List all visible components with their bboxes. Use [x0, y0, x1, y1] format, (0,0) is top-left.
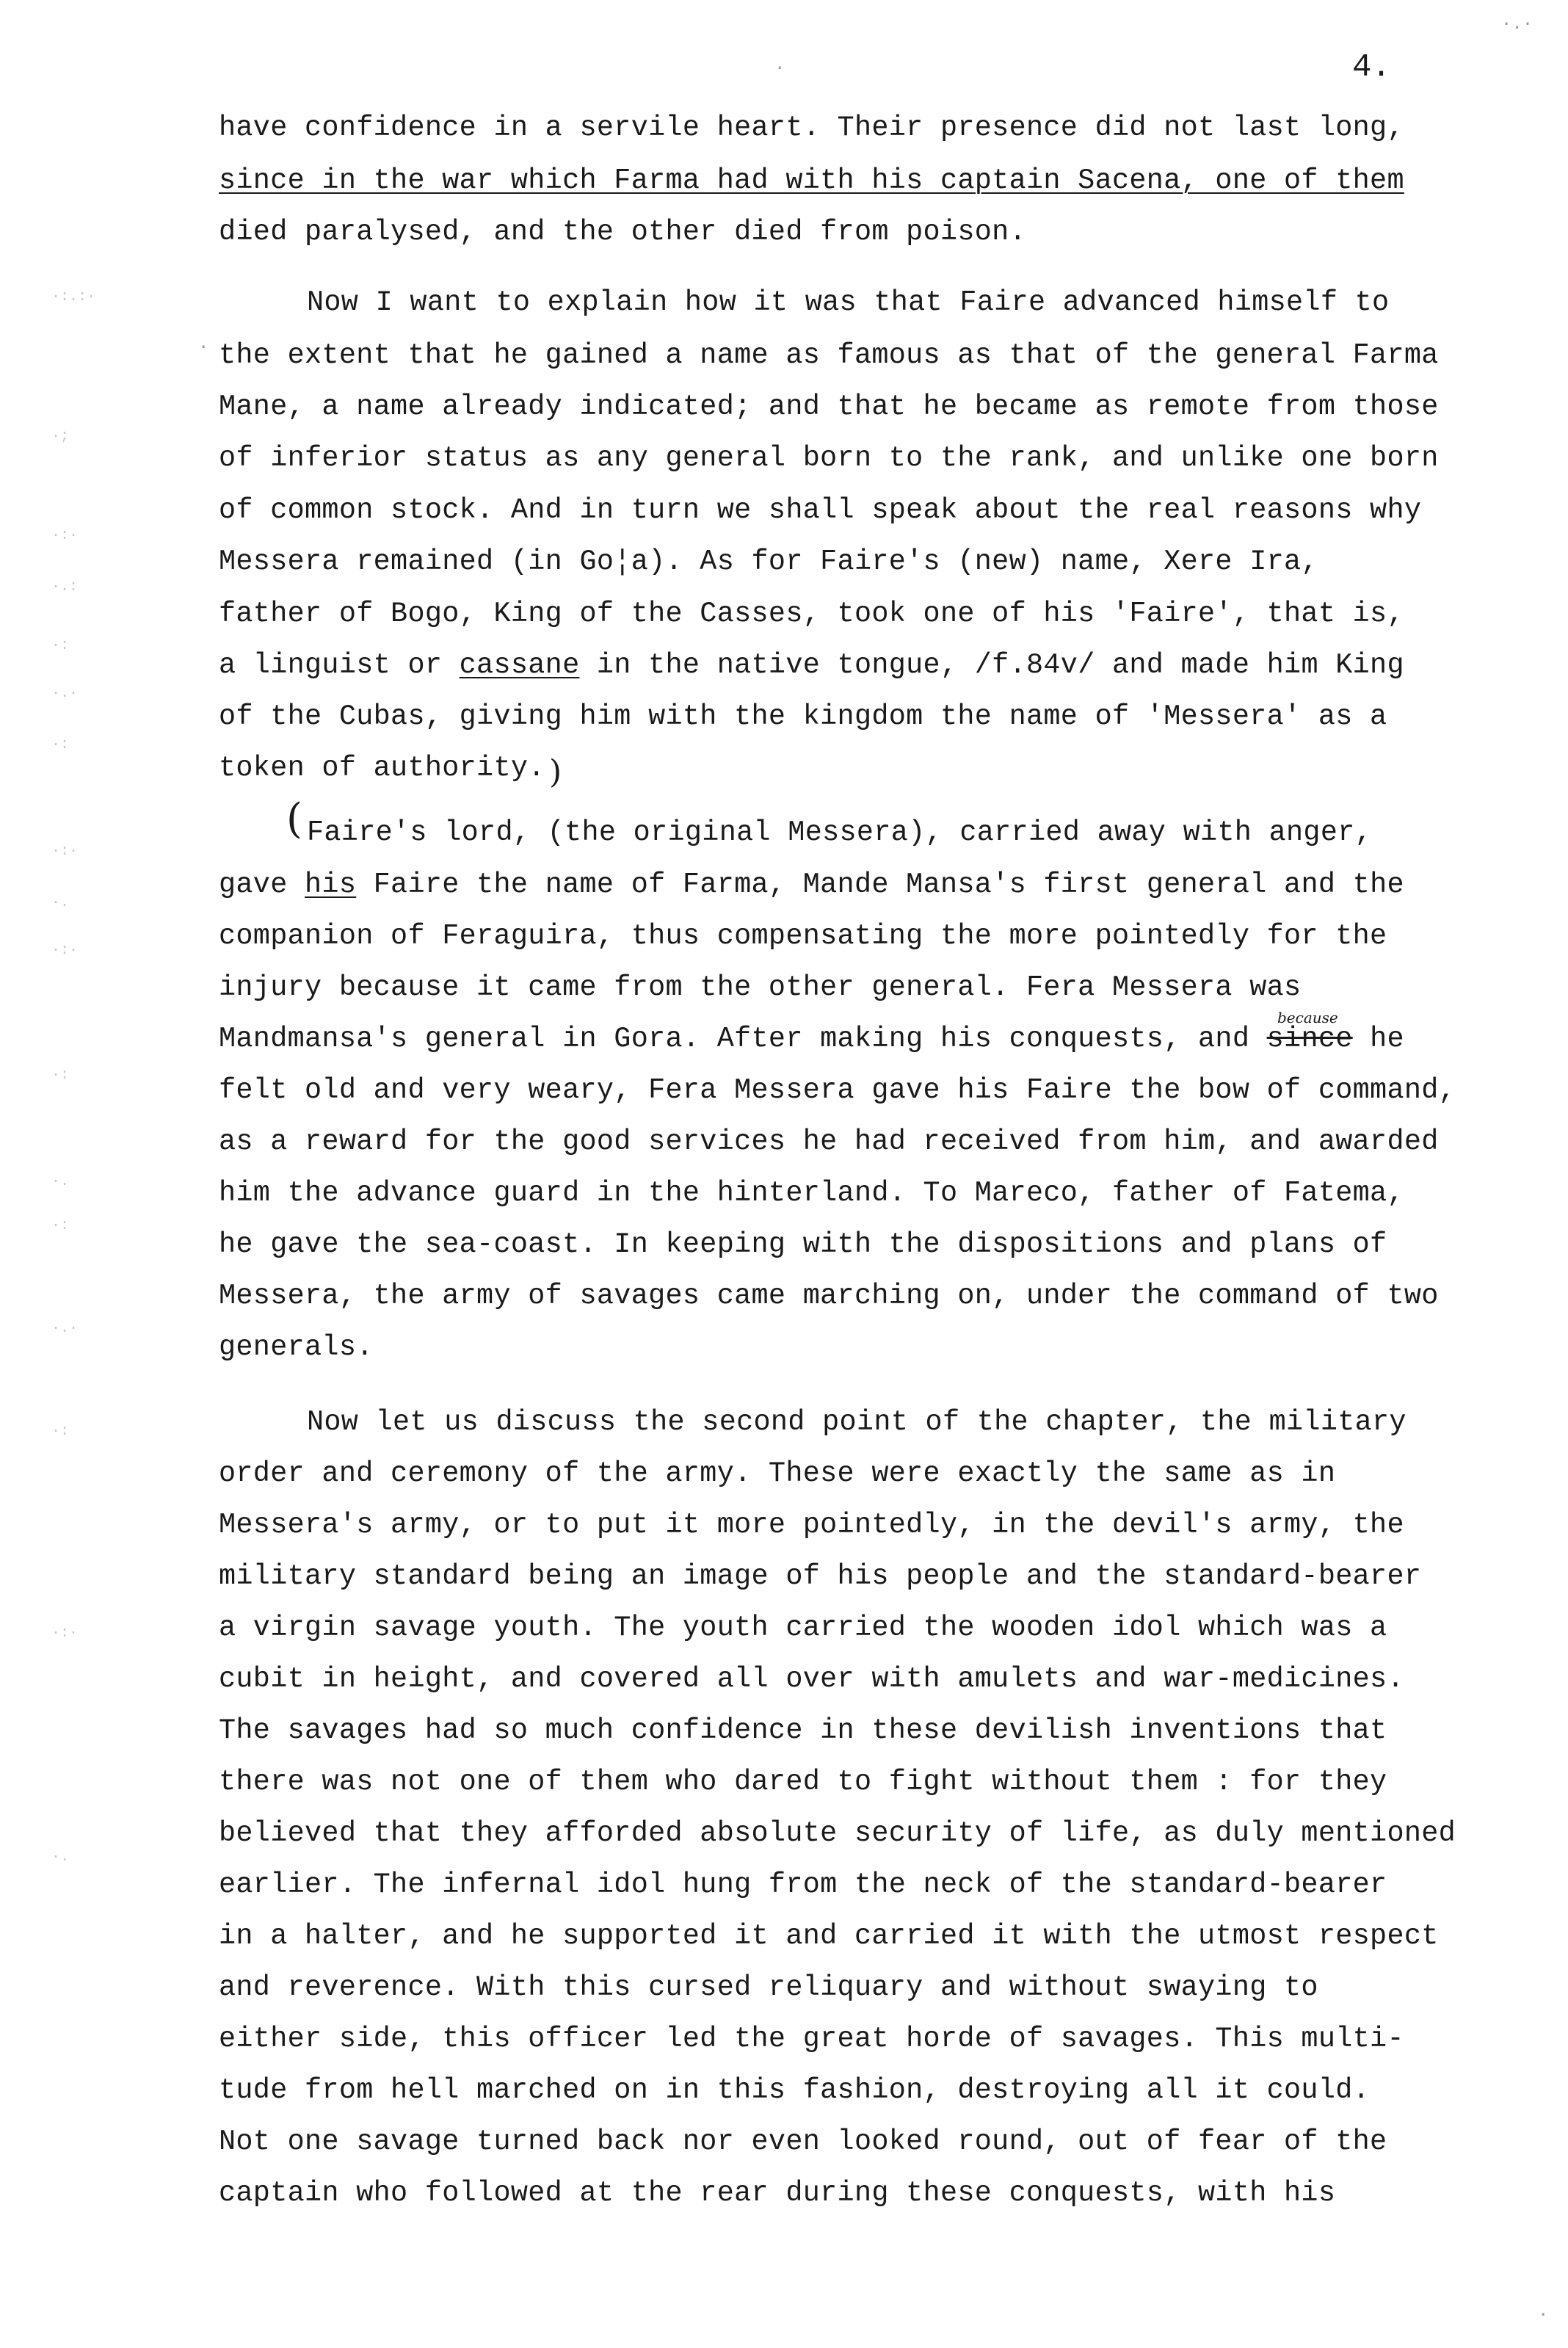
text-line: companion of Feraguira, thus compensating the more pointedly for the [219, 920, 1387, 952]
text-line: the extent that he gained a name as famous as that of the general Farma [219, 339, 1439, 372]
text-line: cubit in height, and covered all over with amulets and war-medicines. [219, 1663, 1404, 1695]
text-line: The savages had so much confidence in these devilish inventions that [219, 1714, 1387, 1747]
text-line: earlier. The infernal idol hung from the neck of the standard-bearer [219, 1869, 1387, 1901]
text-line [219, 164, 1404, 197]
text-line: Now let us discuss the second point of the chapter, the military [307, 1406, 1407, 1438]
page-number: 4. [1352, 49, 1391, 86]
text-fragment: in the native tongue, /f.84v/ and made him King [579, 649, 1404, 681]
text-fragment: Mandmansa's general in Gora. After making his conquests, and [219, 1023, 1267, 1055]
text-fragment: he [1352, 1023, 1404, 1055]
margin-mark: ·:.:· [51, 289, 96, 305]
speck: · [198, 338, 209, 358]
text-line: generals. [219, 1331, 374, 1363]
text-line [219, 871, 1404, 899]
text-line: Messera remained (in Go¦a). As for Faire's (new) name, Xere Ira, [219, 546, 1318, 578]
margin-mark: ·; [51, 428, 70, 445]
text-line: he gave the sea-coast. In keeping with the dispositions and plans of [219, 1228, 1387, 1261]
text-line: died paralysed, and the other died from poison. [219, 216, 1026, 248]
margin-mark: ·: [51, 1217, 70, 1234]
margin-mark: ·.· [51, 685, 79, 702]
text-line [219, 1025, 1404, 1054]
text-line [219, 651, 1404, 680]
margin-mark: ·.· [51, 1320, 79, 1337]
text-line: of inferior status as any general born to the rank, and unlike one born [219, 442, 1439, 474]
text-line: token of authority. [219, 752, 545, 784]
margin-mark: ·:· [51, 843, 79, 860]
margin-mark: ·:· [51, 1625, 79, 1642]
text-line: captain who followed at the rear during these conquests, with his [219, 2177, 1336, 2209]
handwritten-bracket: ) [549, 753, 562, 791]
text-fragment: a linguist or [219, 649, 460, 681]
margin-mark: ·: [51, 1067, 70, 1084]
text-line: Mane, a name already indicated; and that he became as remote from those [219, 391, 1439, 423]
text-line: Not one savage turned back nor even looked round, out of fear of the [219, 2126, 1387, 2158]
speck: · [774, 59, 785, 79]
handwritten-annotation: because [1277, 1009, 1338, 1026]
margin-mark: ·. [51, 894, 70, 911]
text-line: Messera's army, or to put it more pointedly, in the devil's army, the [219, 1509, 1404, 1541]
underlined-word: cassane [459, 649, 580, 681]
margin-mark: ·: [51, 637, 70, 654]
text-line: military standard being an image of his people and the standard-bearer [219, 1560, 1422, 1592]
text-line: Now I want to explain how it was that Faire advanced himself to [307, 286, 1390, 319]
text-fragment: gave [219, 869, 305, 901]
margin-mark: ·. [51, 1173, 70, 1190]
speck: · [1538, 2305, 1549, 2325]
margin-mark: ·.: [51, 579, 79, 595]
underlined-word: his [305, 869, 357, 901]
text-line: have confidence in a servile heart. Their presence did not last long, [219, 112, 1404, 144]
text-line: either side, this officer led the great horde of savages. This multi- [219, 2023, 1404, 2055]
text-fragment: Faire the name of Farma, Mande Mansa's first general and the [356, 869, 1404, 901]
margin-mark: ·: [51, 1423, 70, 1440]
text-line: a virgin savage youth. The youth carried the wooden idol which was a [219, 1612, 1387, 1644]
margin-mark: ·:· [51, 942, 79, 959]
text-line: of common stock. And in turn we shall speak about the real reasons why [219, 494, 1422, 526]
speck: ·.· [1501, 15, 1533, 35]
text-line: felt old and very weary, Fera Messera gave his Faire the bow of command, [219, 1074, 1456, 1106]
struck-word: since [1266, 1023, 1353, 1055]
margin-mark: ·: [51, 736, 70, 753]
text-line: him the advance guard in the hinterland. To Mareco, father of Fatema, [219, 1177, 1404, 1209]
underlined-word: since in the war which Farma had with his captain Sacena, one of them [219, 164, 1404, 197]
text-line: father of Bogo, King of the Casses, took one of his 'Faire', that is, [219, 598, 1404, 630]
text-line: and reverence. With this cursed reliquary and without swaying to [219, 1971, 1318, 2004]
text-line: tude from hell marched on in this fashion, destroying all it could. [219, 2074, 1371, 2106]
text-line: as a reward for the good services he had received from him, and awarded [219, 1126, 1439, 1158]
text-line: Messera, the army of savages came marching on, under the command of two [219, 1280, 1439, 1312]
text-line: order and ceremony of the army. These were exactly the same as in [219, 1457, 1336, 1490]
text-line: of the Cubas, giving him with the kingdom the name of 'Messera' as a [219, 700, 1387, 733]
text-line: injury because it came from the other general. Fera Messera was [219, 971, 1302, 1004]
text-line: Faire's lord, (the original Messera), carried away with anger, [307, 816, 1373, 849]
text-line: believed that they afforded absolute security of life, as duly mentioned [219, 1817, 1456, 1849]
margin-mark: ·:· [51, 527, 79, 544]
text-line: there was not one of them who dared to fight without them : for they [219, 1766, 1387, 1798]
handwritten-bracket: ( [286, 795, 302, 843]
margin-mark: ·. [51, 1849, 70, 1866]
text-line: in a halter, and he supported it and carried it with the utmost respect [219, 1920, 1439, 1952]
